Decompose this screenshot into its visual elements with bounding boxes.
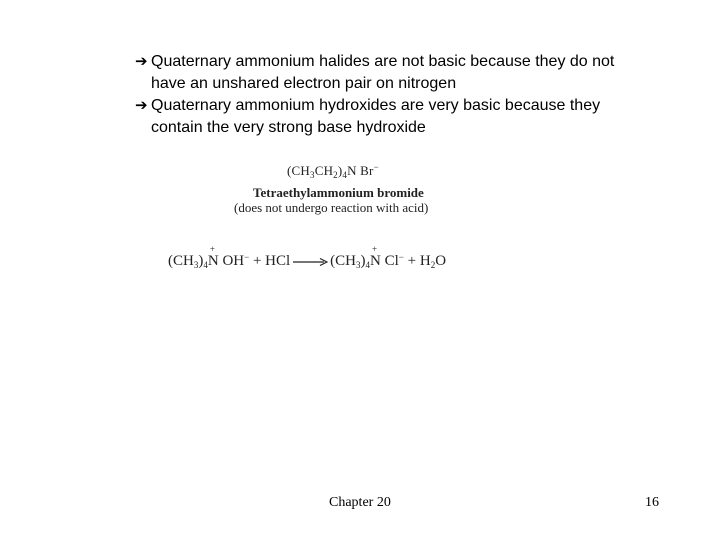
reaction-equation: $(CH_3)_4$ + N OH− + HCl $(CH_3)_4$ + N $Cl^- + H_2O$ bbox=[168, 244, 447, 270]
page-number: 16 bbox=[645, 495, 659, 510]
bullet-text-line: Quaternary ammonium halides are not basic because they do not bbox=[151, 53, 615, 70]
tetraethylammonium-bromide-formula: $(CH_3CH_2)_4N$ Br− bbox=[287, 162, 379, 180]
footer-chapter-title: Chapter 20 bbox=[329, 495, 391, 510]
arrow-right-icon: ➔ bbox=[135, 53, 148, 70]
bullet-text-line: Quaternary ammonium hydroxides are very basic because they bbox=[151, 97, 601, 114]
compound-note: (does not undergo reaction with acid) bbox=[234, 200, 429, 215]
bullet-text-line: have an unshared electron pair on nitrogen bbox=[151, 75, 457, 92]
bullet-text-line: contain the very strong base hydroxide bbox=[151, 119, 426, 136]
arrow-right-icon: ➔ bbox=[135, 97, 148, 114]
bullet-item bbox=[135, 95, 695, 139]
compound-name: Tetraethylammonium bromide bbox=[253, 185, 424, 200]
bullet-item bbox=[135, 51, 695, 95]
reaction-arrow-icon bbox=[292, 257, 328, 267]
bullet-list bbox=[135, 51, 695, 139]
